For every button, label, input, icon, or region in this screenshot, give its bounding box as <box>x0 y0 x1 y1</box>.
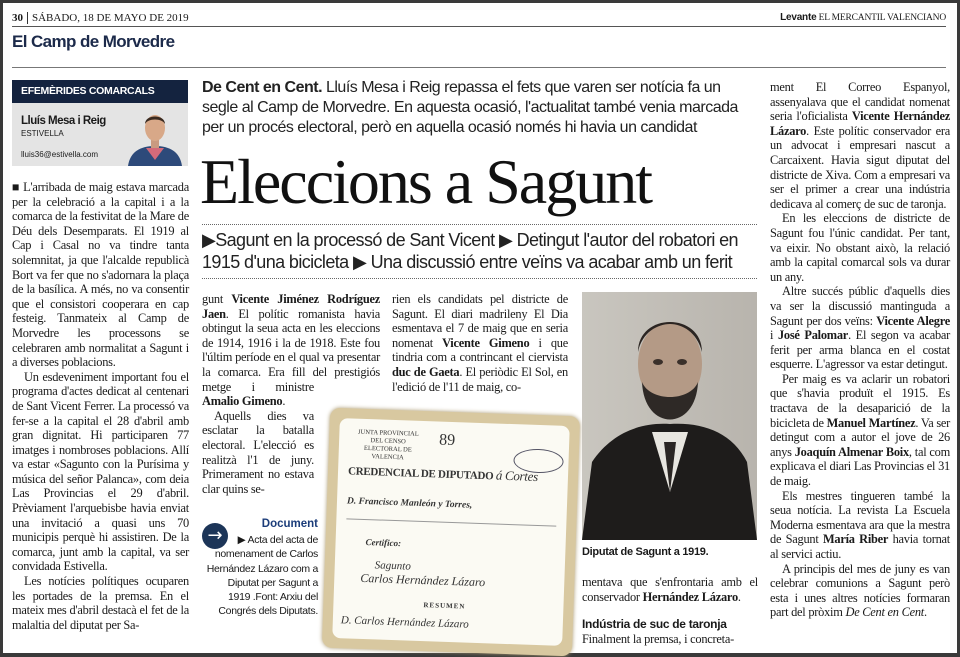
text-run: i que tindria com a contrincant el ciervista <box>392 335 568 365</box>
portrait-photo <box>582 292 757 540</box>
paragraph <box>770 211 950 284</box>
text-run: . <box>737 589 741 604</box>
credential-votes-name: D. Carlos Hernández Lázaro <box>340 614 469 631</box>
paragraph <box>392 292 568 394</box>
text-run: . Este polític conservador era un advocat i empresari nascut a Carcaixent. Havia sigut diputat del districte de Xiva. Com a empresari va ser el primer a crear una indústria dedicava al comerç de suc de taronja. <box>770 123 950 211</box>
paragraph <box>582 575 758 604</box>
bold-name: José Palomar <box>777 328 849 343</box>
text-run: . <box>282 394 286 409</box>
bold-name: Vicente Jiménez Rodríguez Jaen <box>202 292 380 321</box>
paragraph <box>12 574 189 632</box>
line <box>346 518 556 526</box>
paragraph <box>582 632 758 647</box>
text-run: . El periòdic El Sol, en l'edició de l'11 de maig, co- <box>392 364 568 394</box>
text-run: Les notícies polítiques ocuparen les portades de la premsa. En el mateix mes d'abril destacà el fet de la malaltia del diputat per Sa- <box>12 574 189 632</box>
paragraph <box>770 489 950 562</box>
text-run: Altre succés públic d'aquells dies va ser la discussió mantinguda a Sagunt per dos veïns: <box>770 284 950 328</box>
text-run: De Cent en Cent <box>845 605 924 620</box>
credential-signer: D. Francisco Manleón y Torres, <box>346 496 473 511</box>
credential-certifico: Certifico: <box>365 537 402 549</box>
credential-resumen: RESUMEN <box>423 601 466 611</box>
text-run: havia tornat al servici actiu. <box>770 532 951 561</box>
bold-name: Manuel Martínez <box>826 415 916 430</box>
text-run: Aquells dies va esclatar la batalla electoral. L'elecció es realitzà l'1 de juny. Primerament no estava clar quins se- <box>202 408 314 496</box>
subhead-item: ▶ Una discussió entre veïns va acabar amb un ferit <box>352 252 733 272</box>
text-run: i <box>770 328 778 343</box>
article-deck <box>202 78 757 138</box>
deck-lead: De Cent en Cent. <box>202 79 323 96</box>
credential-title-handwritten: á Cortes <box>495 467 539 484</box>
author-location: ESTIVELLA <box>21 129 64 138</box>
below-subhead-text <box>582 632 758 647</box>
photo-caption: Diputat de Sagunt a 1919. <box>582 546 709 558</box>
credential-title-text: CREDENCIAL DE DIPUTADO <box>347 465 494 483</box>
credential-title <box>348 462 538 485</box>
bold-name: Hernández Lázaro <box>642 589 738 604</box>
divider <box>12 67 946 68</box>
column-heading: EFEMÈRIDES COMARCALS <box>12 80 188 103</box>
bold-name: María Riber <box>822 532 889 547</box>
text-run: ■ L'arribada de maig estava marcada per la celebració a la capital i a la comarca de la festivitat de la Mare de Déu dels Desemparats. El 1919 al Cap i Casal no va tindre tanta solemnitat, ja que l'alcalde republicà Bort va fer que no s'adornara la plaça de la basílica. A més, no va consentir que el consistori cooperara en cap festeig. Tanmateix al Camp de Morvedre les processons se celebraren amb normalitat a Sagunt i a diverses poblacions. <box>12 180 189 370</box>
credential-document-image <box>322 408 580 657</box>
document-description: ▶ Acta del acta de nomenament de Carlos Hernández Lázaro com a Diputat per Sagunt a 1919 .Font: Arxiu del Congrés dels Diputats. <box>206 534 318 618</box>
subheadlines <box>202 229 762 273</box>
brand-subtitle: EL MERCANTIL VALENCIANO <box>818 13 946 23</box>
divider <box>202 224 757 225</box>
brand-logo: Levante <box>780 12 817 23</box>
text-run: . <box>924 605 927 620</box>
subhead-item: ▶Sagunt en la processó de Sant Vicent <box>202 230 495 250</box>
document-title: Document <box>261 518 318 530</box>
headline: Eleccions a Sagunt <box>200 146 651 217</box>
bold-name: Vicente Hernández Lázaro <box>770 109 950 138</box>
text-run: Un esdeveniment important fou el programa d'actes dedicat al centenari de Sant Vicent Ferrer. La processó va fer-se a la capital el 28 d'abril amb gran dignitat. Hi participaren 77 imatges i nombroses poblacions. Allí va estar «Sagunto con la Purísima y música del señor Palanca», com deia Las Provincias el 29 d'abril. Prèviament l'arquebisbe havia enviat una invitació a quasi uns 70 municipis perquè hi assistiren. De la comarca, junt amb la capital, va ser convidada Estivella. <box>12 369 189 574</box>
subhead-item: ▶ Detingut l'autor del robatori en 1915 d'una bicicleta <box>202 230 738 272</box>
column-3-text <box>392 292 568 394</box>
paragraph <box>12 370 189 574</box>
subhead-industry: Indústria de suc de taronja <box>582 617 727 631</box>
bold-name: Vicente Alegre <box>876 313 950 328</box>
paragraph <box>12 180 189 370</box>
section-title: El Camp de Morvedre <box>12 32 175 51</box>
text-run: A principis del mes de juny es van celebrar comunions a Sagunt però esta i unes altres notícies formaran part del pròxim <box>770 561 950 620</box>
page-number: 30 <box>12 12 28 24</box>
arrow-right-icon: → <box>202 523 228 549</box>
paragraph <box>770 284 950 372</box>
text-run: Finalment la premsa, i concreta- <box>582 632 734 646</box>
author-name: Lluís Mesa i Reig <box>21 115 106 127</box>
credential-authority: JUNTA PROVINCIAL DEL CENSO ELECTORAL DE VALENCIA <box>357 428 419 462</box>
author-email[interactable]: lluis36@estivella.com <box>21 150 99 159</box>
bold-name: Amalio Gimeno <box>202 394 283 409</box>
text-run: . El segon va acabar ferit per arma blanca en el costat esquerre. L'agressor va estar detingut. <box>770 328 951 372</box>
author-box <box>12 80 188 166</box>
deck-text: Lluís Mesa i Reig repassa el fets que varen ser notícia fa un segle al Camp de Morvedre. En aquesta ocasió, l'actualitat també venia marcada per un procés electoral, però en aquella ocasió només hi havia un candidat <box>202 79 738 136</box>
page-header <box>12 9 946 27</box>
credential-elected: Carlos Hernández Lázaro <box>360 570 486 590</box>
paragraph <box>770 372 950 489</box>
credential-number: 89 <box>438 431 456 450</box>
bold-name: Vicente Gimeno <box>442 335 530 350</box>
portrait-image <box>582 292 757 540</box>
text-run: ment El Correo Espanyol, assenyalava que el candidat nomenat seria l'oficialista <box>770 80 950 124</box>
text-run: Els mestres tingueren també la seua notícia. La revista La Escuela Moderna esmentava ara que la mestra de Sagunt <box>770 488 950 547</box>
bold-name: Joaquín Almenar Boix <box>794 444 909 459</box>
text-run: . Va ser detingut com a autor el jove de 26 anys <box>770 415 951 459</box>
newspaper-brand <box>780 12 946 23</box>
text-run: En les eleccions de districte de Sagunt fou l'únic candidat. Per tant, va eixir. No obstant això, la relació amb la capital comarcal sols va durar un any. <box>770 211 950 284</box>
left-column-text <box>12 180 189 632</box>
credential-district: Sagunto <box>374 559 412 573</box>
below-photo-text <box>582 575 758 604</box>
author-photo <box>122 108 188 166</box>
paragraph <box>770 562 950 620</box>
divider <box>202 278 757 279</box>
right-column-text <box>770 80 950 620</box>
text-run: rien els candidats pel districte de Sagunt. El diari madrileny El Dia esmentava el 7 de maig que en seria nomenat <box>392 292 568 350</box>
text-run: gunt <box>202 292 232 306</box>
text-run: Per maig es va aclarir un robatori que s'havia produït el 1915. Es tractava de la desaparició de la bicicleta de <box>770 371 950 430</box>
bold-name: duc de Gaeta <box>392 364 460 379</box>
paragraph <box>770 80 950 211</box>
text-run: , tal com explicava el diari Las Provincias el 31 de maig. <box>770 444 950 489</box>
text-run: . El polític romanista havia obtingut la seua acta en les eleccions de 1914, 1916 i la de 1918. Este fou l'últim període en el qual va presentar la comarca. Era fill del prestigiós metge i ministre <box>202 306 380 394</box>
page-date: SÁBADO, 18 DE MAYO DE 2019 <box>32 11 189 24</box>
text-run: mentava que s'enfrontaria amb el conservador <box>582 575 758 604</box>
